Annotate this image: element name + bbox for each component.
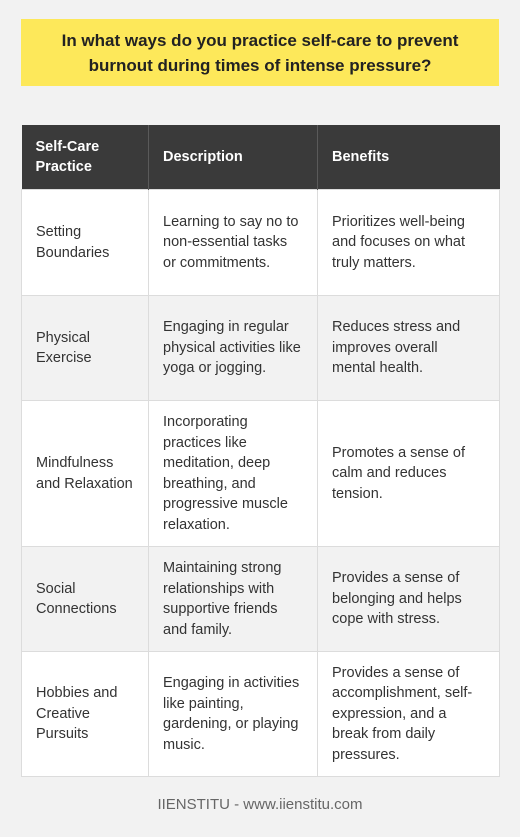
table-row [22,296,500,401]
page-title: In what ways do you practice self-care to prevent burnout during times of intense pressure? [61,30,459,75]
cell-description: Learning to say no to non-essential tasks or commitments. [149,190,318,296]
table-row [22,652,500,777]
column-header-practice: Self-Care Practice [22,125,149,190]
cell-benefits: Provides a sense of accomplishment, self-expression, and a break from daily pressures. [318,652,500,777]
self-care-table [21,125,500,777]
cell-description: Engaging in activities like painting, gardening, or playing music. [149,652,318,777]
column-header-description: Description [149,125,318,190]
table-row [22,401,500,547]
column-header-benefits: Benefits [318,125,500,190]
title-banner [21,19,499,86]
cell-description: Maintaining strong relationships with supportive friends and family. [149,547,318,652]
cell-description: Engaging in regular physical activities like yoga or jogging. [149,296,318,401]
cell-practice: Setting Boundaries [22,190,149,296]
footer-credit: IIENSTITU - www.iienstitu.com [157,796,363,813]
cell-description: Incorporating practices like meditation, deep breathing, and progressive muscle relaxation. [149,401,318,547]
cell-benefits: Reduces stress and improves overall mental health. [318,296,500,401]
cell-benefits: Prioritizes well-being and focuses on what truly matters. [318,190,500,296]
table-header-row [22,125,500,190]
cell-practice: Hobbies and Creative Pursuits [22,652,149,777]
cell-practice: Physical Exercise [22,296,149,401]
table-row [22,547,500,652]
table-row [22,190,500,296]
cell-benefits: Provides a sense of belonging and helps cope with stress. [318,547,500,652]
cell-benefits: Promotes a sense of calm and reduces tension. [318,401,500,547]
cell-practice: Social Connections [22,547,149,652]
cell-practice: Mindfulness and Relaxation [22,401,149,547]
